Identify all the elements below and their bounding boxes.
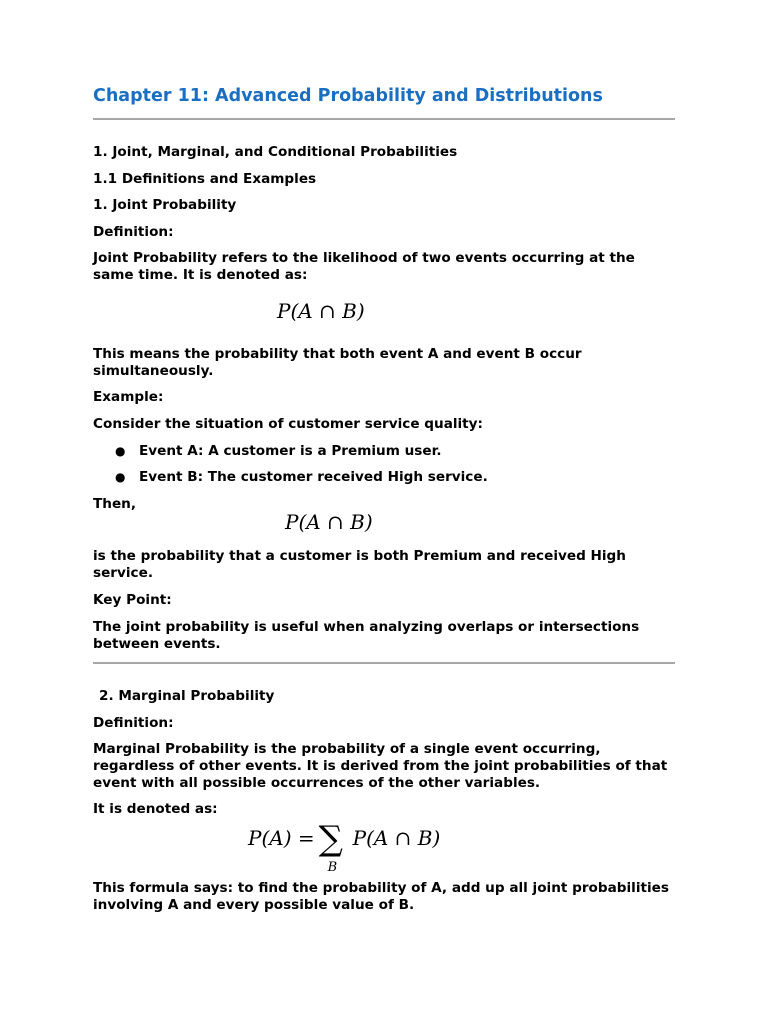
explain-text-2: This formula says: to find the probability of A, add up all joint probabilities involving A and every possible value of B. (93, 880, 669, 913)
meaning-text: This means the probability that both event A and event B occur simultaneously. (93, 346, 582, 379)
topic-marginal-probability: 2. Marginal Probability (99, 688, 275, 704)
definition-text-2: Marginal Probability is the probability of a single event occurring, regardless of other events. It is derived from the joint probabilities of that event with all possible occurrences of the other variables. (93, 741, 668, 791)
summation-icon (318, 818, 349, 875)
list-item-text: Event B: The customer received High service. (139, 469, 488, 485)
summation-subscript: B (327, 859, 338, 875)
section-heading: 1. Joint, Marginal, and Conditional Probabilities (93, 144, 458, 160)
formula-joint-text: P(A ∩ B) (277, 299, 365, 323)
bullet-icon: ● (115, 444, 126, 458)
topic-joint-probability: 1. Joint Probability (93, 197, 237, 213)
then-label: Then, (93, 496, 137, 512)
keypoint-text: The joint probability is useful when analyzing overlaps or intersections between events. (93, 619, 640, 652)
example-intro: Consider the situation of customer service quality: (93, 416, 483, 432)
list-item (115, 469, 488, 486)
divider-top (93, 118, 675, 120)
list-item-text: Event A: A customer is a Premium user. (139, 443, 442, 459)
formula-marginal-lhs: P(A) = (248, 826, 315, 850)
bullet-icon: ● (115, 470, 126, 484)
summation-sign: ∑ (318, 818, 343, 859)
denoted-label: It is denoted as: (93, 801, 218, 817)
chapter-title: Chapter 11: Advanced Probability and Distributions (93, 86, 603, 106)
formula-joint (277, 299, 365, 323)
definition-label: Definition: (93, 224, 174, 240)
definition-text: Joint Probability refers to the likelihood of two events occurring at the same time. It is denoted as: (93, 250, 635, 283)
formula-joint-example (285, 510, 373, 534)
explain-text: is the probability that a customer is both Premium and received High service. (93, 548, 626, 581)
formula-joint-example-text: P(A ∩ B) (285, 510, 373, 534)
keypoint-label: Key Point: (93, 592, 172, 608)
example-label: Example: (93, 389, 164, 405)
subsection-heading: 1.1 Definitions and Examples (93, 171, 317, 187)
divider-middle (93, 662, 675, 664)
formula-marginal-rhs: P(A ∩ B) (352, 826, 441, 850)
definition-label-2: Definition: (93, 715, 174, 731)
formula-marginal (248, 818, 441, 875)
list-item (115, 443, 442, 460)
